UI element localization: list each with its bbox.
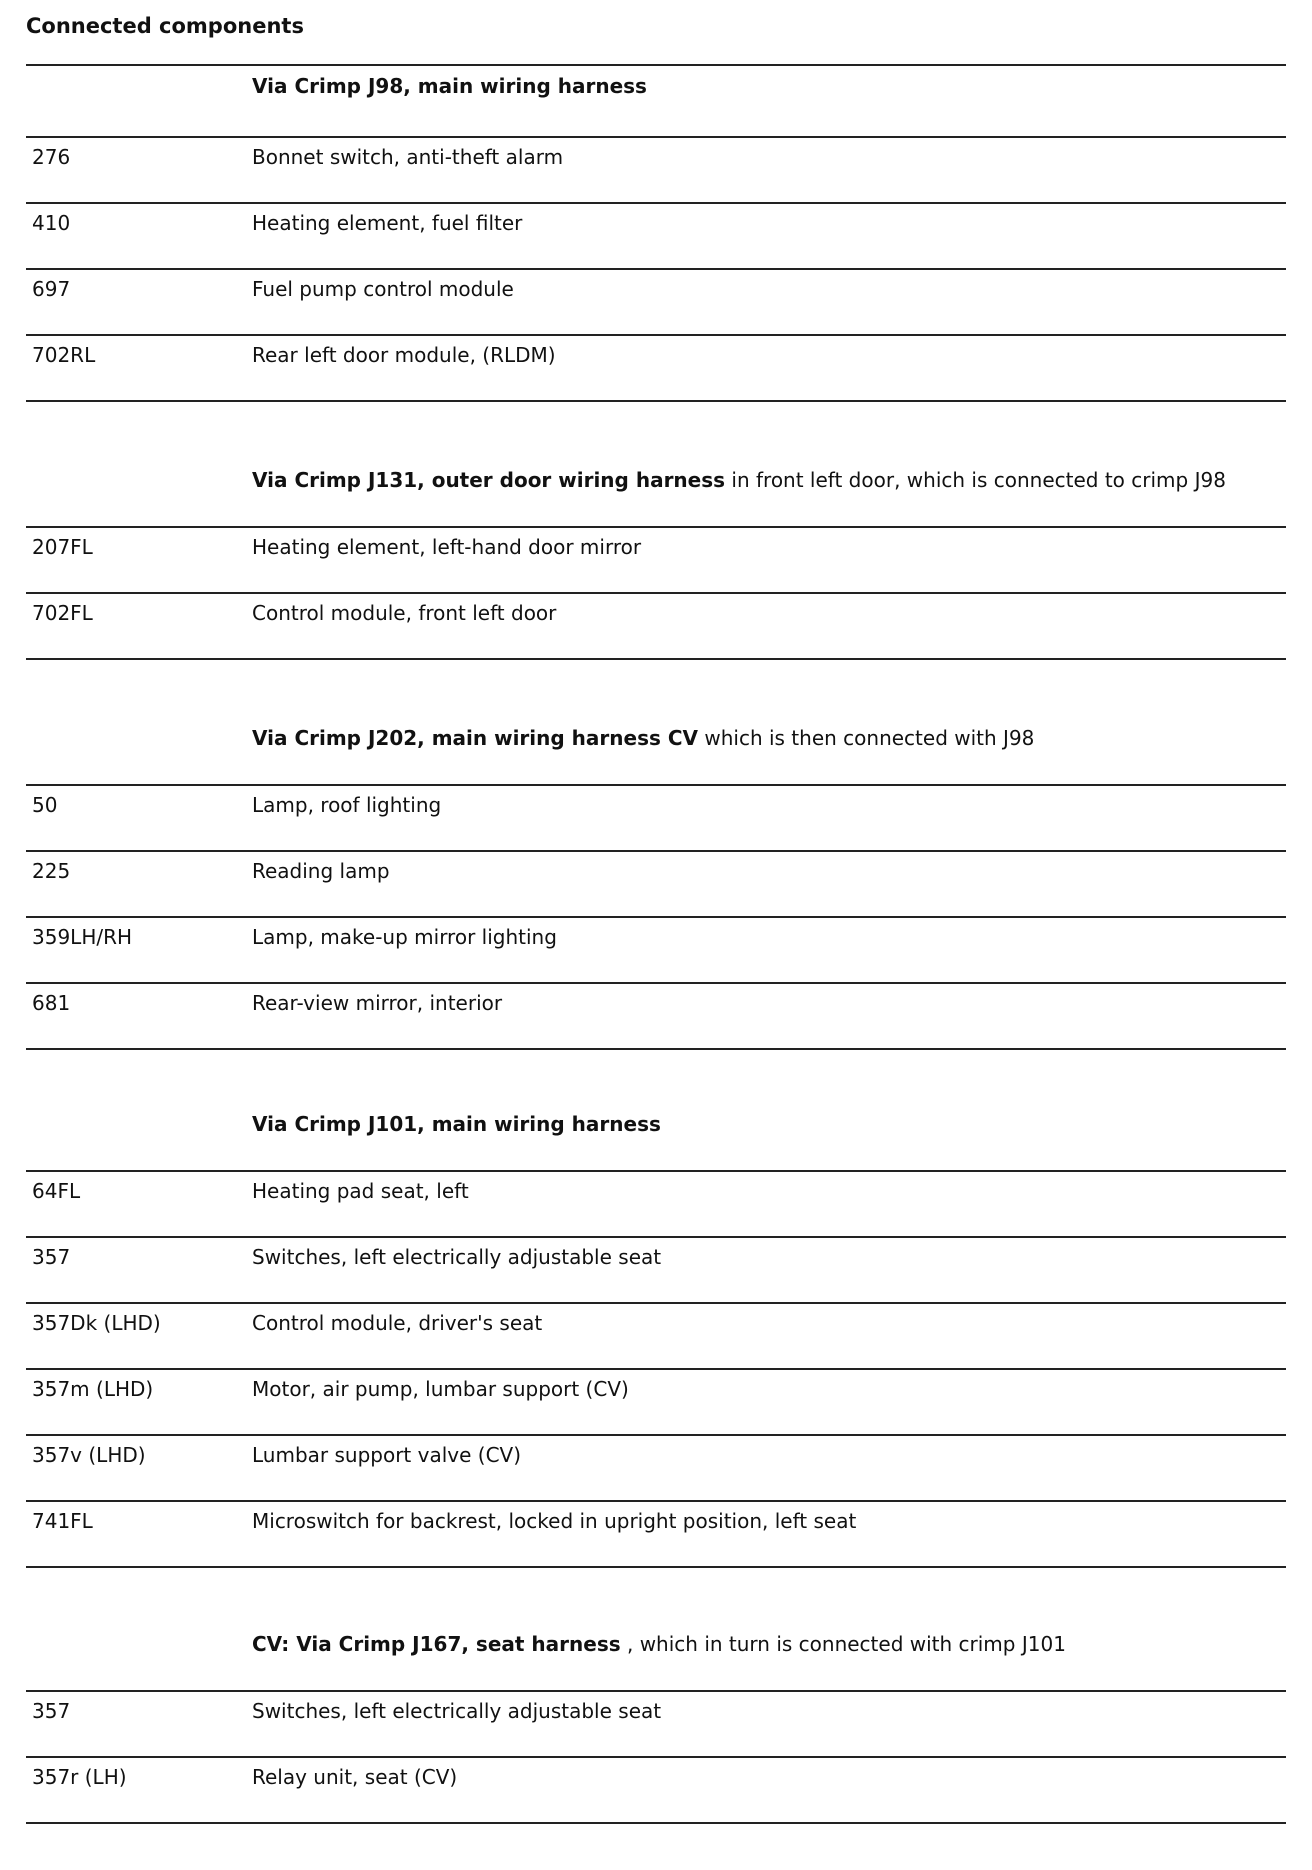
- table-row: [26, 1368, 1286, 1434]
- table-row: [26, 1756, 1286, 1822]
- component-description: Relay unit, seat (CV): [252, 1765, 458, 1789]
- section-crimp-j131: [26, 458, 1286, 660]
- component-code: 276: [32, 145, 71, 169]
- component-code: 410: [32, 211, 71, 235]
- section-crimp-j98: [26, 64, 1286, 402]
- component-description: Fuel pump control module: [252, 277, 514, 301]
- component-code: 357v (LHD): [32, 1443, 146, 1467]
- table-row: [26, 526, 1286, 592]
- table-row: [26, 982, 1286, 1048]
- component-code: 681: [32, 991, 71, 1015]
- section-divider: [26, 400, 1286, 402]
- section-heading: [252, 1112, 661, 1136]
- section-crimp-j202: [26, 716, 1286, 1050]
- component-description: Switches, left electrically adjustable seat: [252, 1245, 662, 1269]
- table-row: [26, 1434, 1286, 1500]
- section-heading-row: [26, 64, 1286, 136]
- table-row: [26, 1500, 1286, 1566]
- section-heading-bold: Via Crimp J202, main wiring harness CV: [252, 726, 698, 750]
- section-heading: [252, 74, 647, 98]
- section-heading-row: [26, 458, 1286, 526]
- component-code: 357: [32, 1245, 71, 1269]
- table-row: [26, 784, 1286, 850]
- section-heading: [252, 468, 1226, 492]
- component-description: Microswitch for backrest, locked in upright position, left seat: [252, 1509, 857, 1533]
- table-row: [26, 1236, 1286, 1302]
- component-description: Bonnet switch, anti-theft alarm: [252, 145, 564, 169]
- component-description: Switches, left electrically adjustable seat: [252, 1699, 662, 1723]
- table-row: [26, 1302, 1286, 1368]
- component-code: 207FL: [32, 535, 93, 559]
- section-divider: [26, 1822, 1286, 1824]
- table-row: [26, 1690, 1286, 1756]
- section-heading-rest: which is then connected with J98: [698, 726, 1035, 750]
- component-description: Heating element, fuel filter: [252, 211, 523, 235]
- component-description: Lamp, make-up mirror lighting: [252, 925, 557, 949]
- table-row: [26, 334, 1286, 400]
- component-code: 702FL: [32, 601, 93, 625]
- component-code: 225: [32, 859, 71, 883]
- component-description: Heating element, left-hand door mirror: [252, 535, 642, 559]
- component-description: Rear-view mirror, interior: [252, 991, 503, 1015]
- component-code: 359LH/RH: [32, 925, 133, 949]
- component-description: Motor, air pump, lumbar support (CV): [252, 1377, 629, 1401]
- component-code: 697: [32, 277, 71, 301]
- component-code: 50: [32, 793, 58, 817]
- component-code: 357Dk (LHD): [32, 1311, 161, 1335]
- component-code: 741FL: [32, 1509, 93, 1533]
- table-row: [26, 1170, 1286, 1236]
- section-divider: [26, 1566, 1286, 1568]
- section-heading-rest: , which in turn is connected with crimp J101: [620, 1632, 1066, 1656]
- component-description: Control module, driver's seat: [252, 1311, 543, 1335]
- table-row: [26, 202, 1286, 268]
- section-heading-bold: Via Crimp J101, main wiring harness: [252, 1112, 661, 1136]
- component-code: 357r (LH): [32, 1765, 127, 1789]
- component-code: 357: [32, 1699, 71, 1723]
- component-code: 702RL: [32, 343, 96, 367]
- component-description: Lamp, roof lighting: [252, 793, 442, 817]
- section-heading: [252, 726, 1034, 750]
- component-description: Control module, front left door: [252, 601, 557, 625]
- component-description: Lumbar support valve (CV): [252, 1443, 522, 1467]
- section-heading-bold: Via Crimp J131, outer door wiring harness: [252, 468, 726, 492]
- section-heading-row: [26, 716, 1286, 784]
- section-divider: [26, 658, 1286, 660]
- section-heading-row: [26, 1622, 1286, 1690]
- section-heading: [252, 1632, 1066, 1656]
- section-crimp-j101: [26, 1102, 1286, 1568]
- page-title: Connected components: [26, 14, 304, 38]
- component-description: Heating pad seat, left: [252, 1179, 469, 1203]
- section-heading-rest: in front left door, which is connected to crimp J98: [725, 468, 1226, 492]
- section-crimp-j167: [26, 1622, 1286, 1824]
- section-heading-row: [26, 1102, 1286, 1170]
- component-code: 357m (LHD): [32, 1377, 154, 1401]
- component-code: 64FL: [32, 1179, 81, 1203]
- table-row: [26, 850, 1286, 916]
- section-heading-bold: CV: Via Crimp J167, seat harness: [252, 1632, 621, 1656]
- table-row: [26, 136, 1286, 202]
- component-description: Rear left door module, (RLDM): [252, 343, 556, 367]
- section-heading-bold: Via Crimp J98, main wiring harness: [252, 74, 647, 98]
- table-row: [26, 592, 1286, 658]
- table-row: [26, 268, 1286, 334]
- table-row: [26, 916, 1286, 982]
- component-description: Reading lamp: [252, 859, 390, 883]
- section-divider: [26, 1048, 1286, 1050]
